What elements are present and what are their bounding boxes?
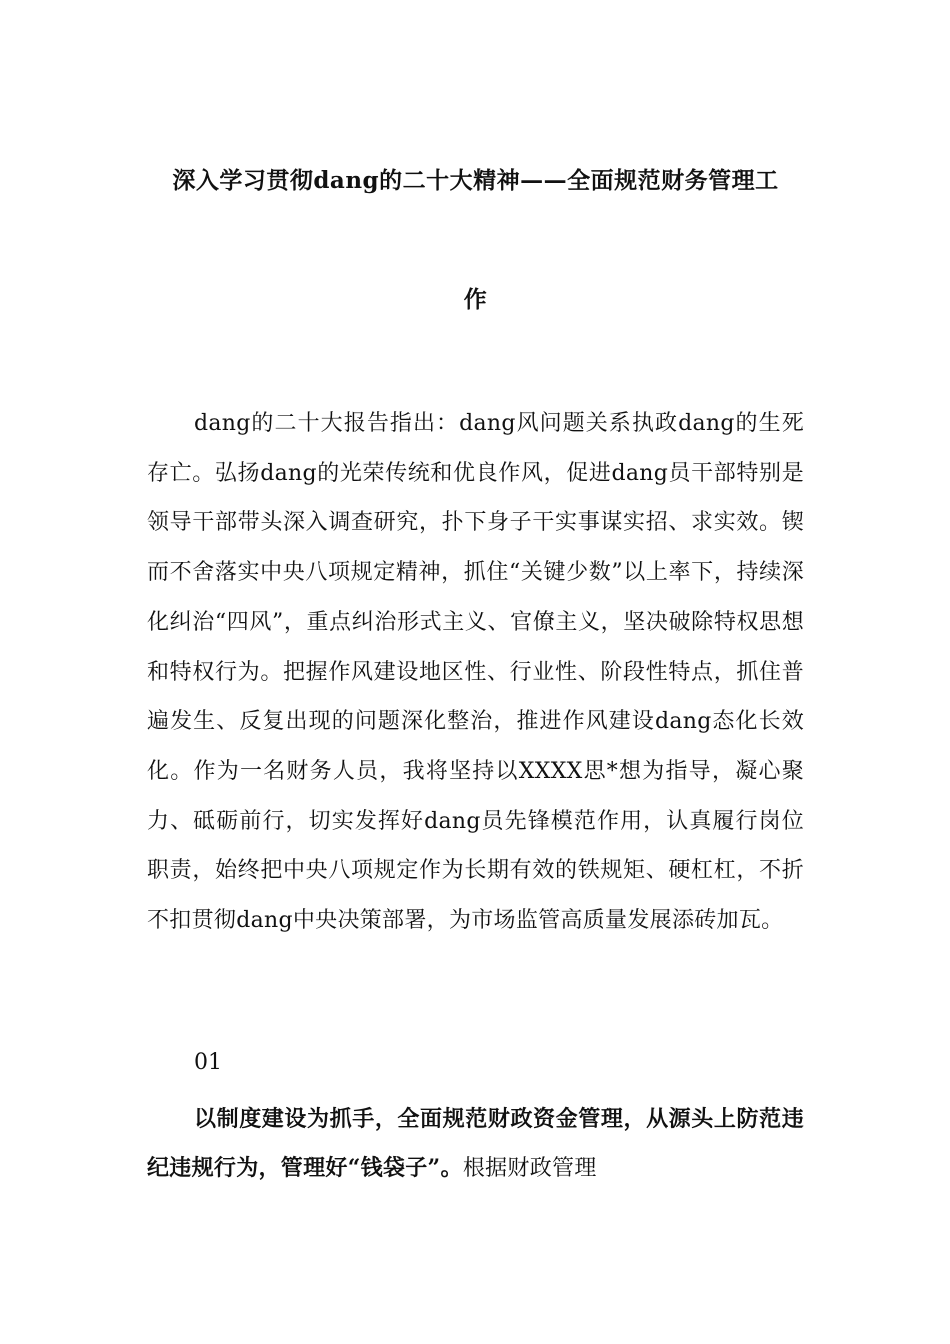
document-title-line-1: 深入学习贯彻dang的二十大精神——全面规范财务管理工 [172,167,779,194]
document-title-line-2: 作 [463,286,488,313]
section-paragraph [147,1095,804,1193]
section-text: 根据财政管理 [462,1156,597,1181]
section-number: 01 [194,1050,222,1075]
section-heading: 以制度建设为抓手，全面规范财政资金管理，从源头上防范违纪违规行为，管理好“钱袋子”。 [147,1106,804,1181]
intro-paragraph: dang的二十大报告指出：dang风问题关系执政dang的生死存亡。弘扬dang的光荣传统和优良作风，促进dang员干部特别是领导干部带头深入调查研究，扑下身子干实事谋实招、求实效。锲而不舍落实中央八项规定精神，抓住“关键少数”以上率下，持续深化纠治“四风”，重点纠治形式主义、官僚主义，坚决破除特权思想和特权行为。把握作风建设地区性、行业性、阶段性特点，抓住普遍发生、反复出现的问题深化整治，推进作风建设dang态化长效化。作为一名财务人员，我将坚持以XXXX思*想为指导，凝心聚力、砥砺前行，切实发挥好dang员先锋模范作用，认真履行岗位职责，始终把中央八项规定作为长期有效的铁规矩、硬杠杠，不折不扣贯彻dang中央决策部署，为市场监管高质量发展添砖加瓦。 [147,411,804,934]
